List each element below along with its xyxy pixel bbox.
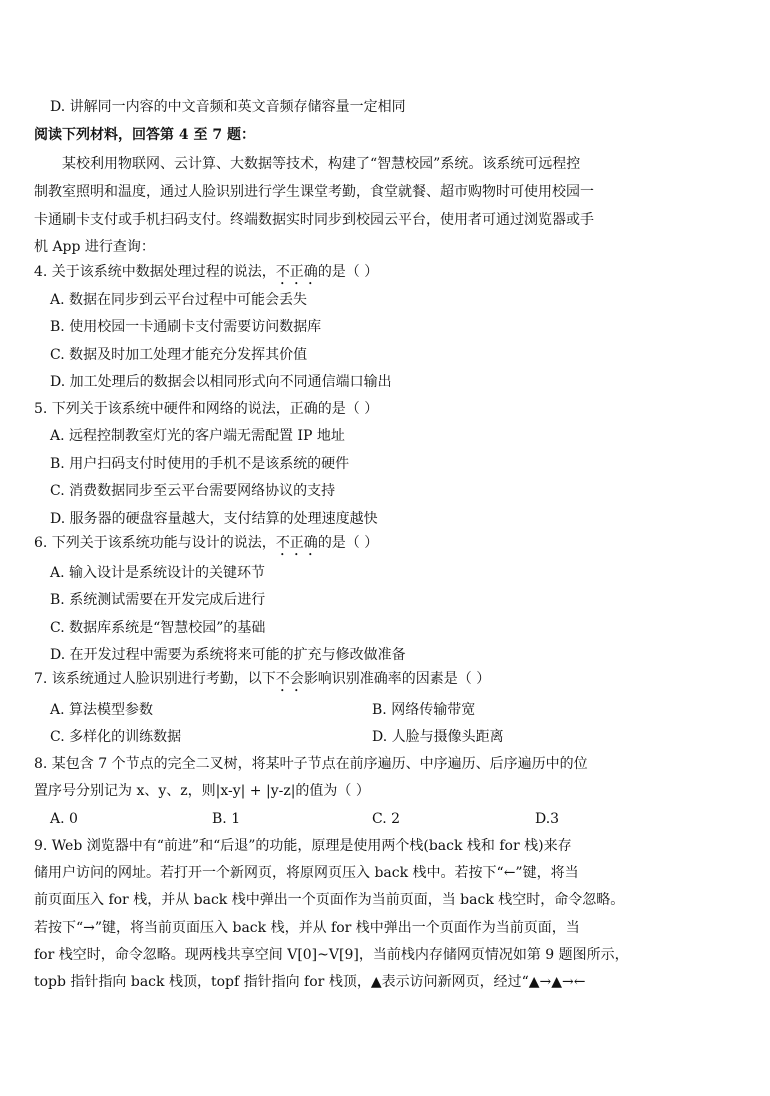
q6-option-a: A. 输入设计是系统设计的关键环节 [50,565,266,581]
q6-option-d: D. 在开发过程中需要为系统将来可能的扩充与修改做准备 [50,647,406,663]
q7-stem-text: 7. 该系统通过人脸识别进行考勤，以下 [34,671,276,687]
q7-emphasis: 不会 [275,671,304,687]
q8-option-c: C. 2 [372,811,401,827]
q4-stem [34,262,378,288]
material-line-3: 卡通刷卡支付或手机扫码支付。终端数据实时同步到校园云平台，使用者可通过浏览器或手 [34,212,594,228]
q4-stem-text: 4. 关于该系统中数据处理过程的说法， [34,264,276,280]
q8-stem-line-2: 置序号分别记为 x、y、z，则|x-y| + |y-z|的值为（ ） [34,783,370,799]
q9-line-2: 储用户访问的网址。若打开一个新网页，将原网页压入 back 栈中。若按下“←”键，将当 [34,865,579,881]
q9-line-3: 前页面压入 for 栈，并从 back 栈中弹出一个页面作为当前页面，当 back 栈空时，命令忽略。 [34,892,625,908]
q7-stem-tail: 影响识别准确率的因素是（ ） [303,671,491,687]
q9-line-4: 若按下“→”键，将当前页面压入 back 栈，并从 for 栈中弹出一个页面作为当前页面，当 [34,920,580,936]
q6-stem-text: 6. 下列关于该系统功能与设计的说法， [34,535,276,551]
q4-option-d: D. 加工处理后的数据会以相同形式向不同通信端口输出 [50,374,392,390]
q5-option-c: C. 消费数据同步至云平台需要网络协议的支持 [50,483,336,499]
q7-option-b: B. 网络传输带宽 [372,702,476,718]
q9-line-6: topb 指针指向 back 栈顶，topf 指针指向 for 栈顶，▲表示访问新网页，经过“▲→▲→← [34,974,586,990]
q6-option-c: C. 数据库系统是“智慧校园”的基础 [50,620,266,636]
q6-stem [34,533,378,559]
q8-option-b: B. 1 [212,811,241,827]
q4-option-b: B. 使用校园一卡通刷卡支付需要访问数据库 [50,319,322,335]
q7-option-d: D. 人脸与摄像头距离 [372,729,504,745]
reading-instruction: 阅读下列材料，回答第 4 至 7 题： [34,127,255,143]
q9-line-5: for 栈空时，命令忽略。现两栈共享空间 V[0]~V[9]，当前栈内存储网页情况如第 9 题图所示， [34,947,629,963]
q4-option-a: A. 数据在同步到云平台过程中可能会丢失 [50,292,308,308]
q4-option-c: C. 数据及时加工处理才能充分发挥其价值 [50,347,308,363]
q5-option-a: A. 远程控制教室灯光的客户端无需配置 IP 地址 [50,428,345,444]
q3-option-d: D. 讲解同一内容的中文音频和英文音频存储容量一定相同 [50,99,406,115]
q8-option-d: D.3 [535,811,560,827]
q8-option-a: A. 0 [50,811,78,827]
material-line-2: 制教室照明和温度，通过人脸识别进行学生课堂考勤，食堂就餐、超市购物时可使用校园一 [34,184,594,200]
q4-emphasis: 不正确 [275,264,318,280]
q5-stem: 5. 下列关于该系统中硬件和网络的说法，正确的是（ ） [34,401,379,417]
q9-line-1: 9. Web 浏览器中有“前进”和“后退”的功能，原理是使用两个栈(back 栈和 for 栈)来存 [34,838,572,854]
q5-option-b: B. 用户扫码支付时使用的手机不是该系统的硬件 [50,456,350,472]
q8-stem-line-1: 8. 某包含 7 个节点的完全二叉树，将某叶子节点在前序遍历、中序遍历、后序遍历中的位 [34,756,588,772]
q7-option-c: C. 多样化的训练数据 [50,729,182,745]
q7-stem [34,669,490,695]
q4-stem-tail: 的是（ ） [317,264,379,280]
material-line-4: 机 App 进行查询： [34,239,155,255]
q7-option-a: A. 算法模型参数 [50,702,154,718]
q5-option-d: D. 服务器的硬盘容量越大，支付结算的处理速度越快 [50,511,378,527]
q6-option-b: B. 系统测试需要在开发完成后进行 [50,592,266,608]
material-line-1: 某校利用物联网、云计算、大数据等技术，构建了“智慧校园”系统。该系统可远程控 [62,156,581,172]
q6-emphasis: 不正确 [275,535,318,551]
q6-stem-tail: 的是（ ） [317,535,379,551]
